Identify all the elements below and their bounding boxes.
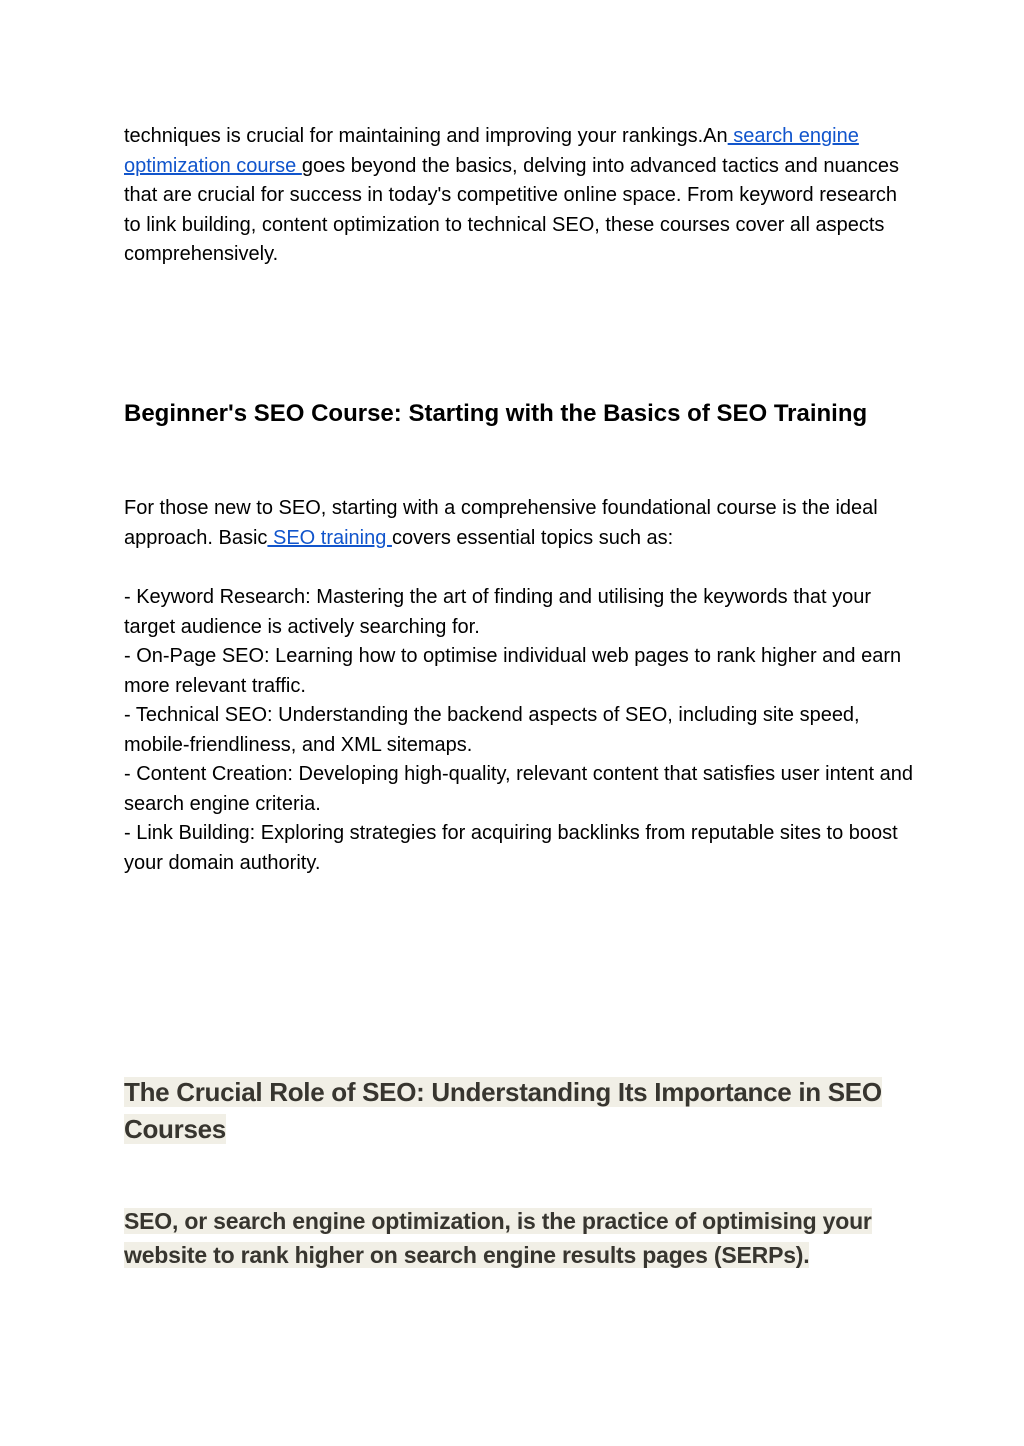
topic-content-creation: - Content Creation: Developing high-quality, relevant content that satisfies user intent and search engine criteria.	[124, 763, 913, 815]
intro-text-before-link: techniques is crucial for maintaining and improving your rankings.An	[124, 125, 728, 147]
intro-paragraph	[124, 122, 914, 270]
topic-keyword-research: - Keyword Research: Mastering the art of finding and utilising the keywords that your target audience is actively searching for.	[124, 586, 872, 638]
search-engine-optimization-course-link[interactable]: search engine optimization course	[124, 125, 859, 177]
beginner-text-before-link: For those new to SEO, starting with a comprehensive foundational course is the ideal approach. Basic	[124, 497, 878, 549]
beginner-paragraph-block	[124, 494, 914, 553]
importance-paragraph-text: SEO, or search engine optimization, is the practice of optimising your website to rank higher on search engine results pages (SERPs).	[124, 1208, 872, 1268]
importance-paragraph-block	[124, 1204, 904, 1272]
topic-technical-seo: - Technical SEO: Understanding the backend aspects of SEO, including site speed, mobile-friendliness, and XML sitemaps.	[124, 704, 860, 756]
topics-list	[124, 583, 914, 878]
importance-paragraph	[124, 1204, 904, 1272]
topics-list-paragraph	[124, 583, 914, 878]
intro-text-after-link: goes beyond the basics, delving into advanced tactics and nuances that are crucial for success in today's competitive online space. From keyword research to link building, content optimization to technical SEO, these courses cover all aspects comprehensively.	[124, 154, 899, 265]
seo-training-link[interactable]: SEO training	[267, 526, 392, 549]
importance-heading-block	[124, 1074, 884, 1148]
topic-link-building: - Link Building: Exploring strategies for acquiring backlinks from reputable sites to boost your domain authority.	[124, 822, 898, 874]
beginner-section-heading: Beginner's SEO Course: Starting with the Basics of SEO Training	[124, 400, 868, 427]
topic-on-page-seo: - On-Page SEO: Learning how to optimise individual web pages to rank higher and earn more relevant traffic.	[124, 645, 902, 697]
importance-heading-text: The Crucial Role of SEO: Understanding Its Importance in SEO Courses	[124, 1077, 882, 1144]
beginner-heading-block	[124, 397, 914, 431]
beginner-intro-paragraph	[124, 494, 914, 553]
importance-section-heading	[124, 1074, 884, 1148]
intro-paragraph-block	[124, 122, 914, 270]
beginner-text-after-link: covers essential topics such as:	[391, 526, 674, 549]
